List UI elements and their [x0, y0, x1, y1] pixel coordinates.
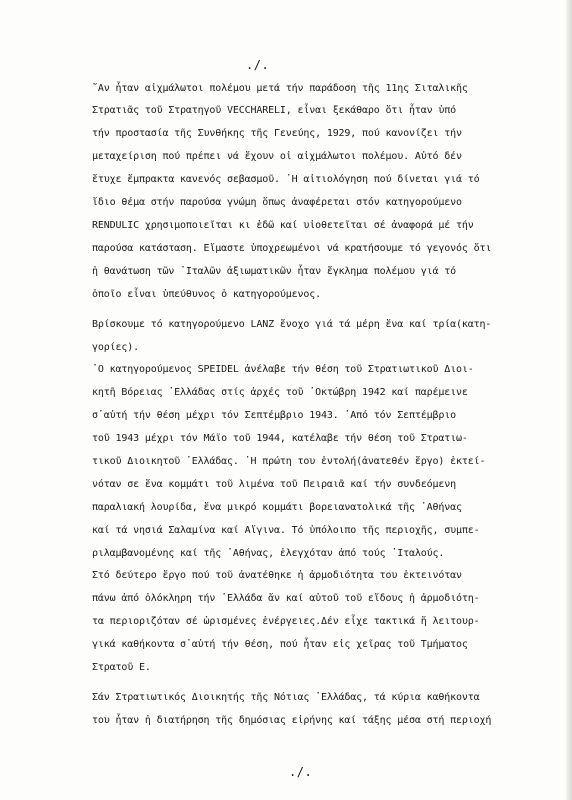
text-line-18: νόταν σε ἕνα κομμάτι τοῦ λιμένα τοῦ Πειραιᾶ καί τήν συνδεόμενη: [92, 479, 456, 490]
text-line-21: ριλαμβανομένης καί τῆς ᾽Αθήνας, ἐλεγχόταν ἀπό τούς ᾽Ιταλούς.: [92, 548, 445, 559]
text-line-2: Στρατιᾶς τοῦ Στρατηγοῦ VECCHARELI, εἶναι ξεκάθαρο ὅτι ἦταν ὑπό: [92, 105, 456, 116]
text-line-17: τικοῦ Διοικητοῦ ᾽Ελλάδας. ῾Η πρώτη του ἐντολή(ἀνατεθέν ἔργο) ἐκτεί-: [92, 456, 486, 467]
text-line-25: γικά καθήκοντα σ᾽αὐτή τήν θέση, πού ἦταν εἰς χεῖρας τοῦ Τμήματος: [92, 639, 468, 650]
text-line-20: καί τά νησιά Σαλαμίνα καί Αἴγινα. Τό ὑπόλοιπο τῆς περιοχῆς, συμπε-: [92, 525, 480, 536]
text-line-6: ἴδιο θέμα στήν παρούσα γνώμη ὅπως ἀναφέρεται στόν κατηγορούμενο: [92, 197, 462, 208]
text-line-23: πάνω ἀπό ὁλόκληρη τήν ᾽Ελλάδα ἄν καί αὐτοῦ τοῦ εἴδους ἡ ἁρμοδιότη-: [92, 593, 480, 604]
text-line-13: ᾽Ο κατηγορούμενος SPEIDEL ἀνέλαβε τήν θέση τοῦ Στρατιωτικοῦ Διοι-: [92, 364, 474, 375]
text-line-15: σ᾽αὐτή τήν θέση μέχρι τόν Σεπτέμβριο 1943. ᾽Από τόν Σεπτέμβριο: [92, 410, 456, 421]
text-line-12: γορίες).: [92, 342, 139, 353]
text-line-19: παραλιακή λουρίδα, ἕνα μικρό κομμάτι βορειανατολικά τῆς ᾽Αθήνας: [92, 502, 462, 513]
text-line-7: RENDULIC χρησιμοποιεῖται κι ἐδῶ καί υἱοθετεῖται σέ ἀναφορά μέ τήν: [92, 220, 474, 231]
bottom-page-mark: ./.: [289, 765, 313, 779]
text-line-16: τοῦ 1943 μέχρι τόν Μάϊο τοῦ 1944, κατέλαβε τήν θέση τοῦ Στρατιω-: [92, 433, 468, 444]
text-line-14: κητῆ Βόρειας ᾽Ελλάδας στίς ἀρχές τοῦ ᾽Οκτώβρη 1942 καί παρέμεινε: [92, 387, 468, 398]
text-line-4: μεταχείριση πού πρέπει νά ἔχουν οἱ αἰχμάλωτοι πολέμου. Αὐτό δέν: [92, 151, 462, 162]
text-line-28: του ἦταν ἡ διατήρηση τῆς δημόσιας εἰρήνης καί τάξης μέσα στή περιοχή: [92, 715, 492, 726]
text-line-27: Σάν Στρατιωτικός Διοικητής τῆς Νότιας ᾽Ελλάδας, τά κύρια καθήκοντα: [92, 692, 480, 703]
text-line-11: Βρίσκουμε τό κατηγορούμενο LANZ ἔνοχο γιά τά μέρη ἕνα καί τρία(κατη-: [92, 319, 492, 330]
text-line-26: Στρατοῦ Ε.: [92, 662, 151, 673]
page-edge-shadow: [566, 0, 572, 800]
text-line-1: ῎Αν ἦταν αἰχμάλωτοι πολέμου μετά τήν παράδοση τῆς 11ης Σιταλικῆς: [92, 83, 468, 94]
text-line-8: παρούσα κατάσταση. Εἴμαστε ὑποχρεωμένοι νά κρατήσουμε τό γεγονός ὅτι: [92, 243, 492, 254]
text-line-24: τα περιοριζόταν σέ ὡρισμένες ἐνέργειες.Δέν εἶχε τακτικά ἤ λειτουρ-: [92, 616, 480, 627]
text-line-9: ἡ θανάτωση τῶν ᾽Ιταλῶν ἀξιωματικῶν ἦταν ἔγκλημα πολέμου γιά τό: [92, 266, 456, 277]
text-line-10: ὁποῖο εἶναι ὑπεύθυνος ὁ κατηγορούμενος.: [92, 289, 321, 300]
text-line-22: Στό δεύτερο ἔργο πού τοῦ ἀνατέθηκε ἡ ἁρμοδιότητα του ἐκτεινόταν: [92, 570, 462, 581]
text-line-5: ἔτυχε ἔμπρακτα κανενός σεβασμοῦ. ῾Η αἰτιολόγηση πού δίνεται γιά τό: [92, 174, 480, 185]
top-page-mark: ./.: [246, 58, 270, 72]
text-line-3: τήν προστασία τῆς Συνθήκης τῆς Γενεύης, 1929, πού κανονίζει τήν: [92, 128, 462, 139]
